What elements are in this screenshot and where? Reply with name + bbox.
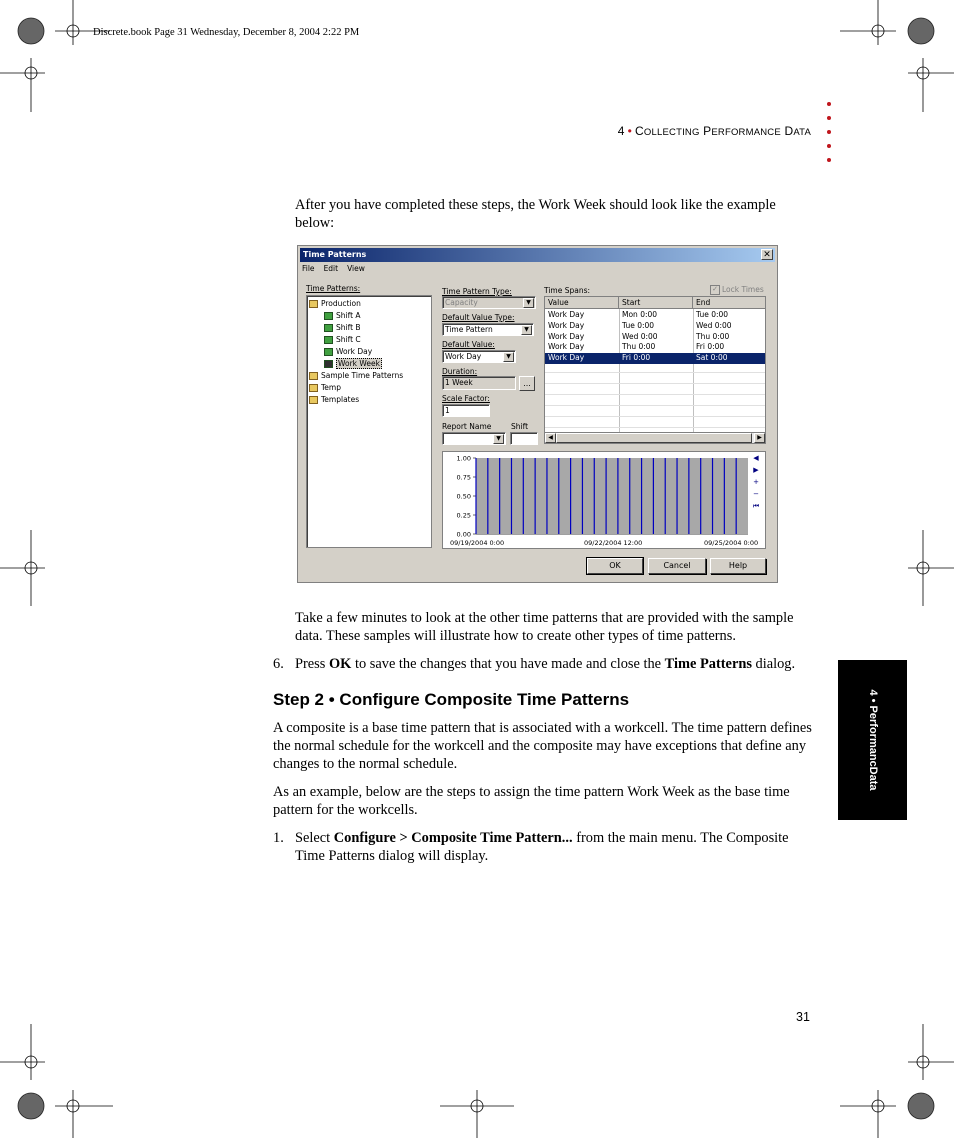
y-tick-label: 0.50 — [456, 492, 471, 501]
tree-node-shift-c[interactable]: Shift C — [324, 335, 361, 345]
tree-node-shift-b[interactable]: Shift B — [324, 323, 361, 333]
grid-cell[interactable]: Wed 0:00 — [696, 320, 732, 330]
default-value-type-label: Default Value Type: — [442, 313, 515, 322]
tree-node-temp[interactable]: Temp — [309, 383, 341, 393]
scroll-left-icon[interactable]: ◀ — [545, 433, 556, 443]
chapter-title: COLLECTING PERFORMANCE DATA — [635, 124, 811, 138]
tree-node-production[interactable]: Production — [309, 299, 361, 309]
shift-icon — [324, 348, 333, 356]
time-patterns-tree[interactable] — [306, 295, 432, 548]
report-name-select[interactable] — [442, 432, 506, 445]
checkbox-icon: ✓ — [710, 285, 720, 295]
chevron-down-icon: ▼ — [503, 352, 514, 362]
pattern-type-select[interactable]: Capacity ▼ — [442, 296, 536, 309]
tree-node-work-week[interactable]: Work Week — [324, 359, 382, 369]
chart-control-icon[interactable]: − — [753, 490, 759, 498]
step-1: 1. Select Configure > Composite Time Pattern... from the main menu. The Composite Time Patterns dialog will display. — [273, 830, 789, 864]
section-heading: Step 2 • Configure Composite Time Patterns — [273, 690, 630, 709]
chart-control-icon[interactable]: ▶ — [753, 466, 759, 474]
grid-horizontal-scrollbar[interactable] — [544, 432, 766, 444]
default-value-label: Default Value: — [442, 340, 495, 349]
chart-bar — [594, 458, 606, 534]
chart-bar — [571, 458, 583, 534]
scale-factor-input[interactable]: 1 — [442, 404, 490, 417]
default-value-select[interactable]: Work Day ▼ — [442, 350, 516, 363]
menu-view[interactable]: View — [347, 264, 365, 273]
column-header-end[interactable]: End — [693, 297, 766, 309]
chart-bar — [606, 458, 618, 534]
duration-browse-button[interactable]: ... — [519, 376, 535, 391]
chart-bar — [677, 458, 689, 534]
chart-bar — [642, 458, 654, 534]
column-header-start[interactable]: Start — [619, 297, 693, 309]
duration-field[interactable]: 1 Week — [442, 376, 516, 390]
tree-node-work-day[interactable]: Work Day — [324, 347, 372, 357]
grid-cell[interactable]: Fri 0:00 — [696, 342, 725, 352]
running-head — [618, 124, 811, 138]
chart-svg — [443, 452, 765, 548]
scroll-thumb[interactable] — [556, 433, 752, 443]
ok-button[interactable]: OK — [587, 558, 643, 574]
grid-cell[interactable]: Work Day — [548, 331, 585, 341]
shift-label: Shift — [511, 422, 529, 431]
page-number: 31 — [796, 1010, 810, 1024]
chart-bar — [476, 458, 488, 534]
chart-bar — [618, 458, 630, 534]
grid-cell[interactable]: Work Day — [548, 310, 585, 319]
y-tick-label: 1.00 — [456, 454, 471, 463]
step-number: 6. — [273, 656, 284, 672]
grid-cell[interactable]: Fri 0:00 — [622, 353, 651, 363]
default-value-type-select[interactable]: Time Pattern ▼ — [442, 323, 534, 336]
chart-bar — [689, 458, 701, 534]
column-header-value[interactable]: Value — [545, 297, 619, 309]
lock-times-checkbox[interactable]: ✓ Lock Times — [710, 285, 764, 295]
cancel-button[interactable]: Cancel — [648, 558, 706, 574]
bullet: • — [627, 124, 633, 138]
grid-cell[interactable]: Thu 0:00 — [622, 342, 656, 352]
duration-label: Duration: — [442, 367, 478, 376]
shift-icon — [324, 312, 333, 320]
time-patterns-label: Time Patterns: — [306, 284, 361, 293]
chart-bar — [653, 458, 665, 534]
grid-cell[interactable]: Work Day — [548, 353, 585, 363]
print-slug: Discrete.book Page 31 Wednesday, December 8, 2004 2:22 PM — [93, 27, 360, 38]
chart-bar — [701, 458, 713, 534]
chart-bar — [582, 458, 594, 534]
report-name-label: Report Name — [442, 422, 492, 431]
folder-icon — [309, 396, 318, 404]
x-tick-label: 09/25/2004 0:00 — [704, 539, 759, 547]
chart-bar — [713, 458, 725, 534]
folder-icon — [309, 384, 318, 392]
pattern-type-label: Time Pattern Type: — [442, 287, 512, 296]
shift-icon — [324, 324, 333, 332]
x-tick-label: 09/22/2004 12:00 — [584, 539, 643, 547]
x-tick-label: 09/19/2004 0:00 — [450, 539, 505, 547]
chart-bar — [559, 458, 571, 534]
folder-icon — [309, 372, 318, 380]
time-spans-label: Time Spans: — [544, 286, 591, 295]
grid-cell[interactable]: Tue 0:00 — [622, 320, 655, 330]
chart-bar — [535, 458, 547, 534]
chart-bar — [665, 458, 677, 534]
margin-dot — [827, 144, 831, 148]
menu-file[interactable]: File — [302, 264, 315, 273]
chart-bar — [547, 458, 559, 534]
tree-node-sample-time-patterns[interactable]: Sample Time Patterns — [309, 371, 403, 381]
help-button[interactable]: Help — [710, 558, 766, 574]
y-tick-label: 0.00 — [456, 530, 471, 539]
time-pattern-chart — [442, 451, 766, 549]
shift-input[interactable] — [510, 432, 538, 445]
folder-icon — [309, 300, 318, 308]
scale-factor-label: Scale Factor: — [442, 394, 490, 403]
grid-cell[interactable]: Mon 0:00 — [622, 310, 658, 319]
chart-control-icon[interactable]: ⏮ — [752, 502, 760, 510]
menu-edit[interactable]: Edit — [323, 264, 339, 273]
margin-dot — [827, 158, 831, 162]
scroll-right-icon[interactable]: ▶ — [754, 433, 765, 443]
grid-cell[interactable]: Wed 0:00 — [622, 331, 658, 341]
chart-bar — [523, 458, 535, 534]
grid-cell[interactable]: Sat 0:00 — [696, 353, 728, 363]
step-number: 1. — [273, 830, 284, 846]
time-patterns-dialog — [297, 245, 778, 583]
grid-cell[interactable]: Tue 0:00 — [696, 310, 729, 319]
step-6: 6. Press OK to save the changes that you have made and close the Time Patterns dialog. — [273, 656, 796, 672]
grid-cell[interactable]: Thu 0:00 — [696, 331, 730, 341]
chart-control-icon[interactable]: + — [753, 478, 759, 486]
dialog-title: Time Patterns — [303, 250, 367, 259]
grid-cell[interactable]: Work Day — [548, 320, 585, 330]
margin-dot — [827, 130, 831, 134]
y-tick-label: 0.25 — [456, 511, 471, 520]
chevron-down-icon: ▼ — [523, 298, 534, 308]
chart-bar — [630, 458, 642, 534]
chevron-down-icon: ▼ — [493, 434, 504, 444]
chart-bar — [500, 458, 512, 534]
chart-bar — [511, 458, 523, 534]
example-paragraph: As an example, below are the steps to assign the time pattern Work Week as the base time pattern for the workcells. — [273, 784, 790, 818]
grid-cell[interactable]: Work Day — [548, 342, 585, 352]
chevron-down-icon: ▼ — [521, 325, 532, 335]
time-spans-grid[interactable] — [544, 296, 766, 444]
intro-paragraph: After you have completed these steps, the Work Week should look like the example below: — [295, 197, 776, 231]
tree-node-shift-a[interactable]: Shift A — [324, 311, 361, 321]
margin-dot — [827, 116, 831, 120]
chart-bar — [488, 458, 500, 534]
chapter-side-tab: 4 • PerformancData — [838, 660, 907, 820]
dialog-title-bar — [300, 248, 775, 262]
chart-bar — [736, 458, 748, 534]
menu-bar — [302, 264, 374, 273]
close-button[interactable]: ✕ — [761, 249, 773, 260]
chart-bar — [724, 458, 736, 534]
chapter-number: 4 — [617, 124, 625, 138]
margin-dot — [827, 102, 831, 106]
chart-control-icon[interactable]: ◀ — [753, 454, 759, 462]
y-tick-label: 0.75 — [456, 473, 471, 482]
composite-paragraph: A composite is a base time pattern that is associated with a workcell. The time pattern defines the normal schedule for the workcell and the composite may have exceptions that define any changes to the normal schedule. — [273, 720, 812, 772]
after-dialog-paragraph: Take a few minutes to look at the other time patterns that are provided with the sample data. These samples will illustrate how to create other types of time patterns. — [295, 610, 794, 644]
shift-icon — [324, 336, 333, 344]
tree-node-templates[interactable]: Templates — [309, 395, 359, 405]
week-icon — [324, 360, 333, 368]
